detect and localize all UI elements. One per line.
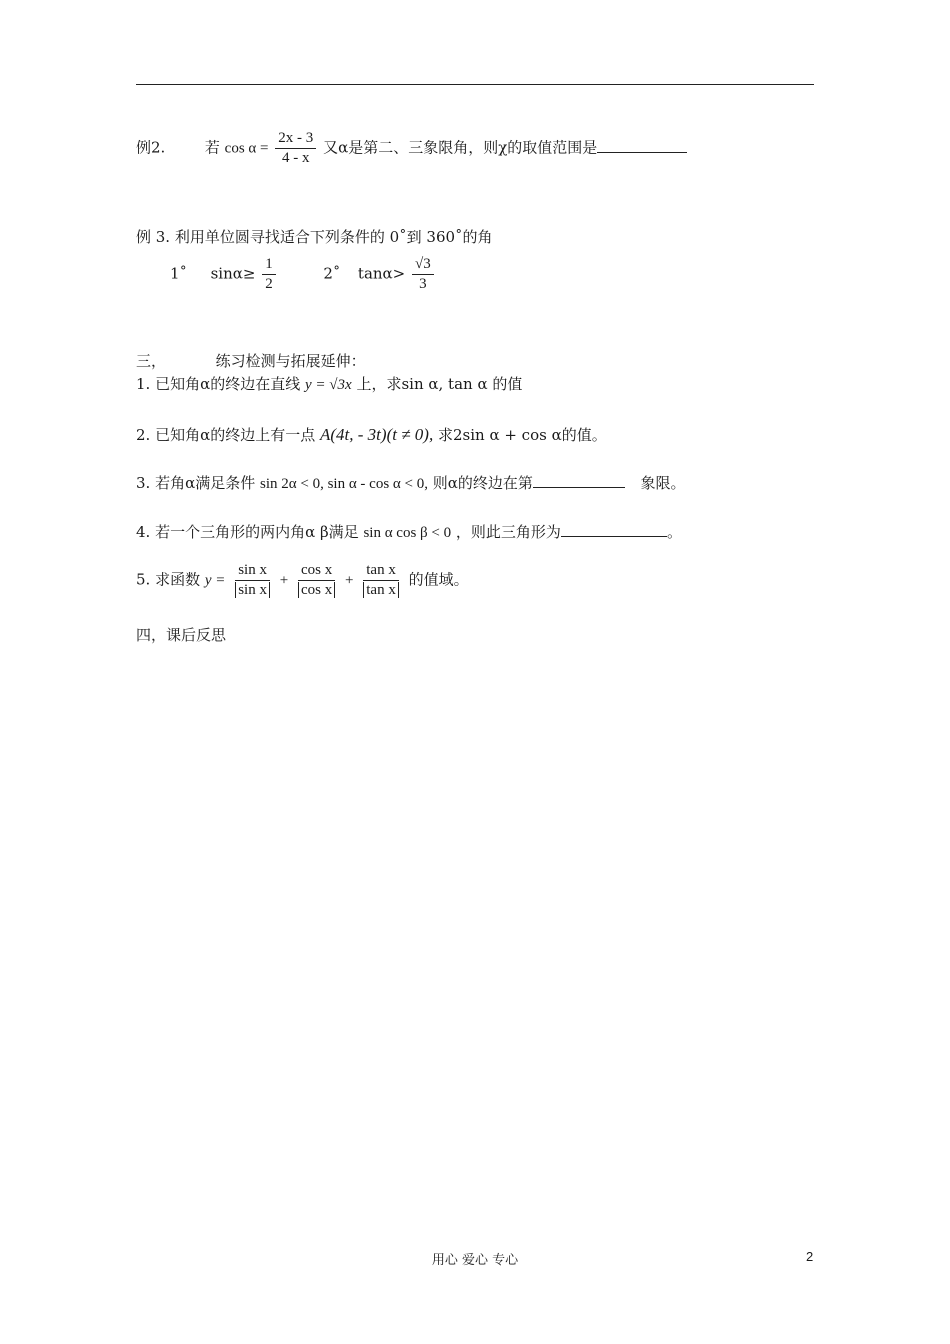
answer-blank — [561, 522, 667, 537]
section-3-title: 练习检测与拓展延伸： — [215, 352, 366, 370]
fraction — [275, 130, 316, 167]
question-1 — [136, 374, 522, 395]
fraction-denominator: 4 - x — [282, 150, 310, 166]
question-1-line-equation: y = √3x — [305, 377, 352, 393]
example-3-conditions — [170, 256, 436, 293]
question-3 — [136, 473, 686, 494]
question-2 — [136, 425, 607, 445]
example-2 — [136, 130, 687, 167]
fraction-numerator: 2x - 3 — [275, 130, 316, 149]
page-number: 2 — [806, 1249, 814, 1264]
condition-1-expr: sinα≥ — [210, 264, 256, 283]
condition-1-fraction — [262, 256, 276, 293]
question-2-ask: 求2sin α + cos α的值。 — [437, 426, 607, 444]
example-2-ruo: 若 — [204, 138, 220, 157]
cos-alpha: cos α = — [224, 140, 269, 157]
condition-2-expr: tanα> — [357, 264, 406, 283]
fraction-numerator: √3 — [412, 256, 434, 275]
condition-2-label: 2˚ — [323, 264, 341, 283]
example-3-title: 例 3. 利用单位圆寻找适合下列条件的 0˚到 360˚的角 — [136, 228, 493, 246]
question-4-mid: ，则此三角形为 — [455, 523, 561, 541]
section-3-number: 三， — [136, 352, 167, 370]
section-3-heading — [136, 351, 366, 371]
question-3-end: 象限。 — [640, 474, 686, 492]
question-4-text: 4. 若一个三角形的两内角α β满足 — [136, 523, 359, 541]
example-2-text: 又α是第二、三象限角，则χ的取值范围是 — [323, 138, 598, 157]
plus-sign: + — [345, 572, 354, 589]
answer-blank — [597, 138, 687, 153]
fraction-numerator: sin x — [235, 562, 270, 581]
fraction-numerator: 1 — [262, 256, 276, 275]
fraction-numerator: cos x — [298, 562, 335, 581]
question-4-end: 。 — [666, 523, 682, 541]
condition-2-fraction — [412, 256, 434, 293]
fraction-denominator: 3 — [419, 276, 427, 292]
question-2-text: 2. 已知角α的终边上有一点 — [136, 426, 316, 444]
fraction-denominator: cos x — [298, 582, 335, 598]
footer-motto: 用心 爱心 专心 — [431, 1253, 519, 1268]
question-3-mid: 则α的终边在第 — [432, 474, 533, 492]
question-4-condition: sin α cos β < 0 — [363, 525, 452, 541]
fraction-denominator: sin x — [235, 582, 270, 598]
fraction-denominator: 2 — [265, 276, 273, 292]
section-4-heading: 四，课后反思 — [136, 626, 227, 644]
fraction-denominator: tan x — [363, 582, 399, 598]
question-1-text: 1. 已知角α的终边在直线 — [136, 375, 301, 393]
question-4 — [136, 522, 682, 543]
example-2-label: 例2. — [136, 138, 166, 157]
header-rule — [136, 84, 814, 85]
fraction-numerator: tan x — [363, 562, 399, 581]
plus-sign: + — [279, 572, 289, 589]
question-3-condition: sin 2α < 0, sin α - cos α < 0, — [260, 476, 428, 492]
answer-blank — [533, 473, 625, 488]
question-5-end: 的值域。 — [408, 570, 469, 589]
fraction-tan — [360, 562, 402, 599]
fraction-sin — [232, 562, 273, 599]
question-5-text: 5. 求函数 — [136, 570, 201, 589]
condition-1-label: 1˚ — [170, 264, 188, 283]
fraction-cos — [295, 562, 338, 599]
question-3-text: 3. 若角α满足条件 — [136, 474, 256, 492]
question-1-ask: 上，求sin α, tan α 的值 — [356, 375, 523, 393]
question-5-y: y = — [204, 572, 226, 589]
question-2-point: A(4t, - 3t)(t ≠ 0), — [320, 425, 434, 444]
question-5 — [136, 562, 469, 599]
